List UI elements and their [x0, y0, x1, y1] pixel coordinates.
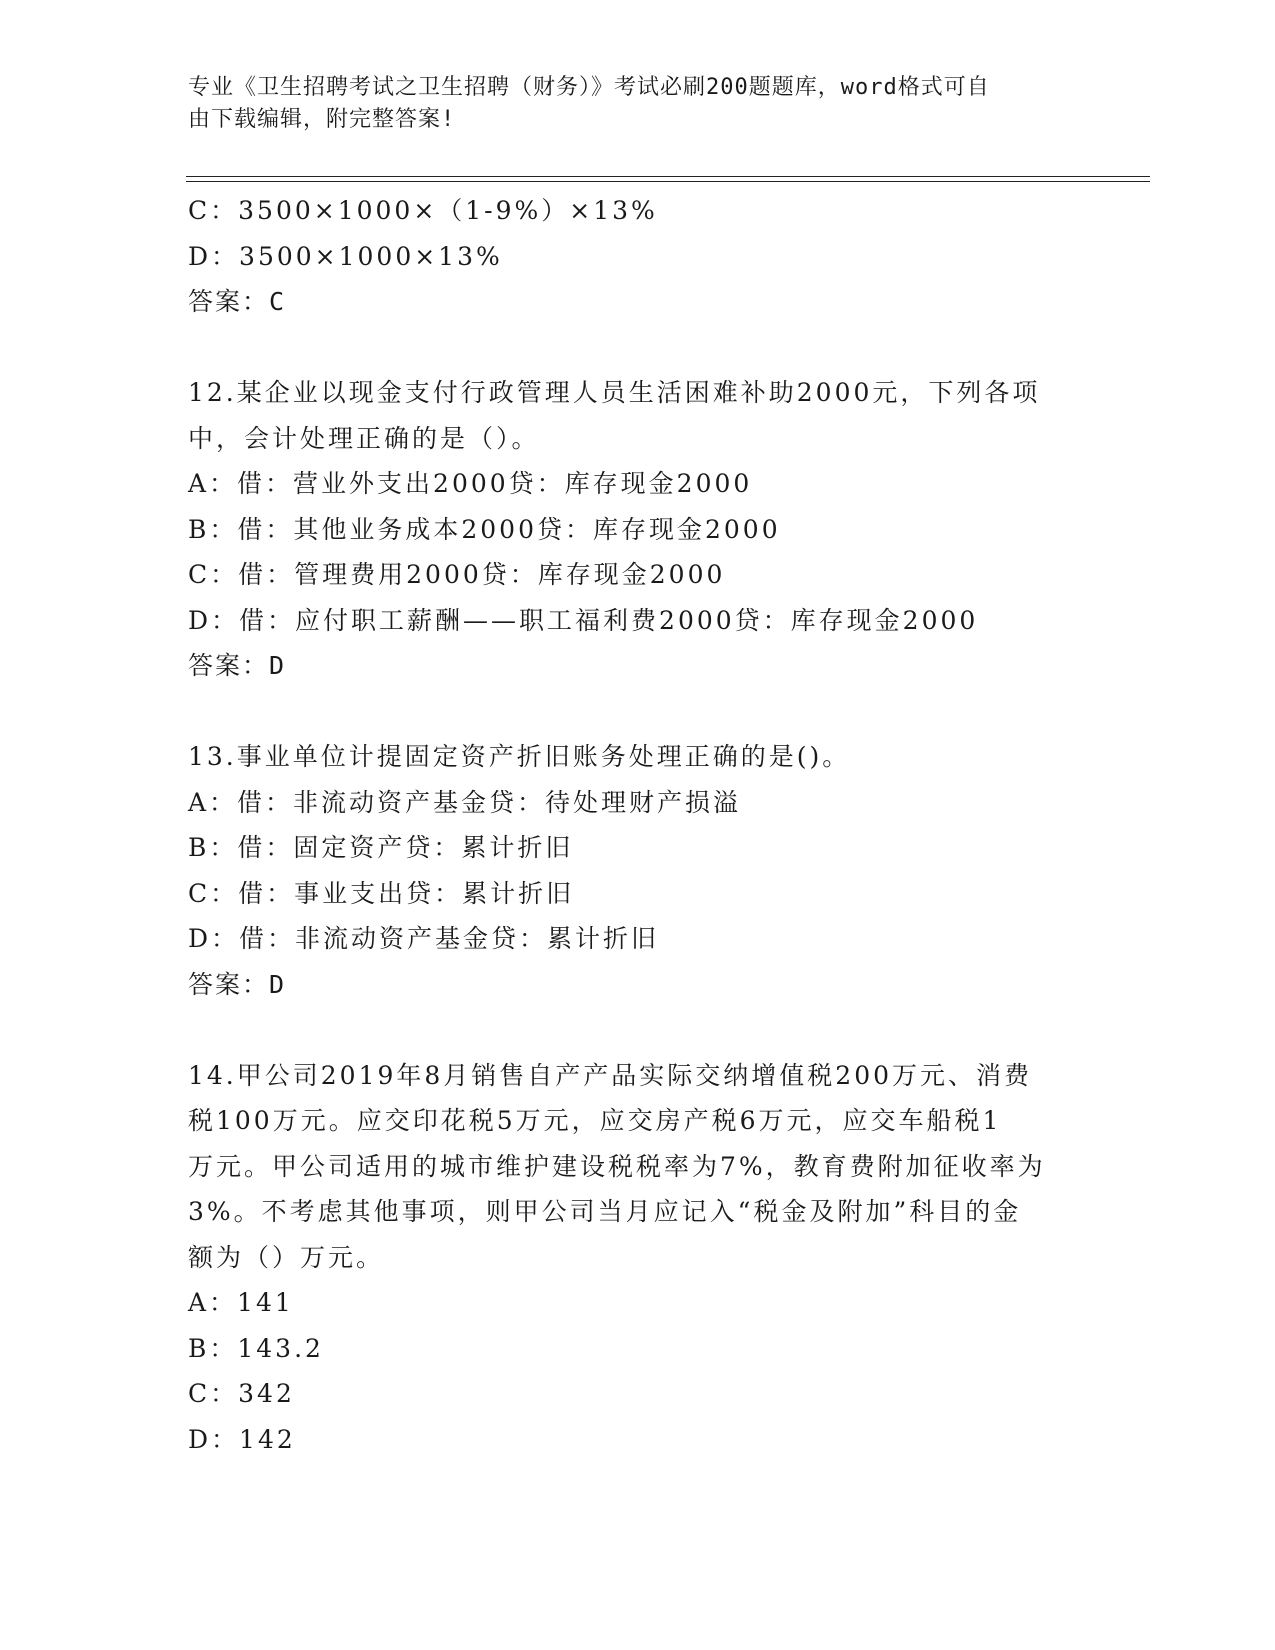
- question-content: [188, 188, 1088, 1462]
- q11-option-c: C：3500×1000×（1-9%）×13%: [188, 196, 658, 225]
- q11-option-d: D：3500×1000×13%: [188, 241, 503, 271]
- spacer: [188, 689, 1088, 735]
- q13-option-a: A：借：非流动资产基金贷：待处理财产损溢: [188, 787, 742, 817]
- q14-option-c: C：342: [188, 1379, 295, 1408]
- spacer: [188, 1007, 1088, 1053]
- q14-stem-line-2: 税100万元。应交印花税5万元，应交房产税6万元，应交车船税1: [188, 1106, 1002, 1135]
- q13-option-c: C：借：事业支出贷：累计折旧: [188, 878, 575, 908]
- question-12: [188, 370, 1088, 689]
- header-line-1: 专业《卫生招聘考试之卫生招聘（财务）》考试必刷200题题库，word格式可自: [188, 75, 990, 100]
- q12-stem-line-2: 中，会计处理正确的是（）。: [188, 423, 540, 453]
- header-divider-bottom: [186, 181, 1150, 182]
- q14-option-a: A：141: [188, 1288, 294, 1317]
- spacer: [188, 325, 1088, 371]
- q14-stem-line-4: 3%。不考虑其他事项，则甲公司当月应记入“税金及附加”科目的金: [188, 1197, 1022, 1226]
- q13-option-d: D：借：非流动资产基金贷：累计折旧: [188, 924, 660, 953]
- q12-option-b: B：借：其他业务成本2000贷：库存现金2000: [188, 514, 781, 544]
- question-11-tail: [188, 188, 1088, 325]
- q13-option-b: B：借：固定资产贷：累计折旧: [188, 833, 574, 862]
- q12-stem-line-1: 12.某企业以现金支付行政管理人员生活困难补助2000元，下列各项: [188, 378, 1041, 407]
- q13-stem-line-1: 13.事业单位计提固定资产折旧账务处理正确的是()。: [188, 742, 851, 771]
- q12-option-a: A：借：营业外支出2000贷：库存现金2000: [188, 469, 753, 498]
- question-13: [188, 734, 1088, 1007]
- q14-stem-line-5: 额为（）万元。: [188, 1242, 385, 1272]
- q12-option-c: C：借：管理费用2000贷：库存现金2000: [188, 560, 726, 589]
- q13-answer: 答案：D: [188, 969, 287, 999]
- header-divider-top: [186, 176, 1150, 177]
- q14-stem-line-3: 万元。甲公司适用的城市维护建设税税率为7%，教育费附加征收率为: [188, 1151, 1046, 1181]
- q14-option-d: D：142: [188, 1424, 296, 1454]
- document-header: [188, 72, 1068, 136]
- question-14: [188, 1053, 1088, 1463]
- q12-answer: 答案：D: [188, 651, 287, 680]
- q14-stem-line-1: 14.甲公司2019年8月销售自产产品实际交纳增值税200万元、消费: [188, 1060, 1033, 1090]
- q11-answer: 答案：C: [188, 287, 287, 316]
- q12-option-d: D：借：应付职工薪酬——职工福利费2000贷：库存现金2000: [188, 605, 979, 635]
- header-line-2: 由下载编辑，附完整答案!: [188, 107, 456, 132]
- q14-option-b: B：143.2: [188, 1333, 324, 1363]
